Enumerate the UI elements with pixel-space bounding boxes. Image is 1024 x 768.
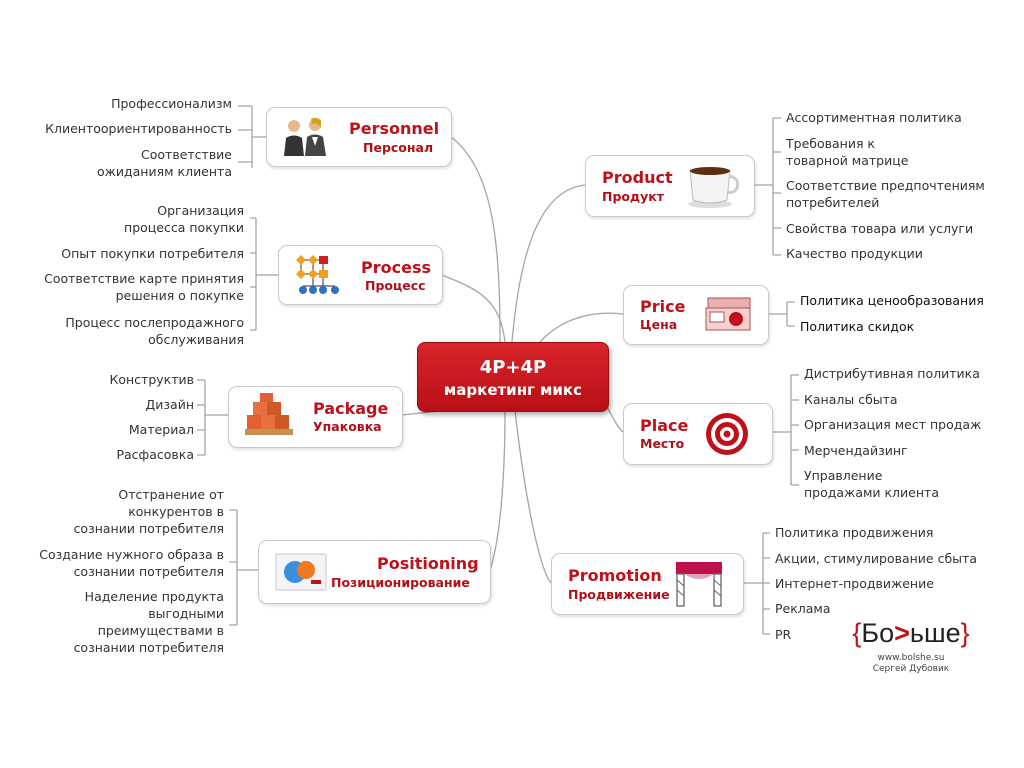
leaf-promotion-2: Интернет-продвижение [775,576,934,591]
leaf-place-4: Управление продажами клиента [804,468,939,500]
node-subtitle: Цена [640,317,678,332]
node-subtitle: Продвижение [568,587,670,602]
node-subtitle: Позиционирование [331,575,470,590]
node-subtitle: Место [640,436,685,451]
leaf-place-1: Каналы сбыта [804,392,898,407]
logo-site: www.bolshe.su [877,653,945,663]
leaf-promotion-3: Реклама [775,601,831,616]
leaf-package-0: Конструктив [109,372,194,387]
logo-author: Сергей Дубовик [872,664,950,674]
leaf-product-0: Ассортиментная политика [786,110,962,125]
target-icon [704,411,750,457]
leaf-positioning-1: Создание нужного образа в сознании потребителя [39,547,224,579]
leaf-personnel-2: Соответствие ожиданиям клиента [96,147,232,179]
leaf-price-0: Политика ценообразования [800,293,984,308]
node-promotion[interactable] [551,553,744,615]
logo-brand-left: Бо [861,618,895,648]
leaf-package-2: Материал [128,422,194,437]
leaf-place-2: Организация мест продаж [804,417,982,432]
node-package[interactable] [228,386,403,448]
leaf-product-1: Требования к товарной матрице [786,136,909,168]
leaf-promotion-4: PR [775,627,792,642]
node-subtitle: Упаковка [313,419,382,434]
node-personnel[interactable] [266,107,452,167]
leaf-package-3: Расфасовка [116,447,194,462]
node-title: Personnel [349,119,440,138]
leaf-process-3: Процесс послепродажного обслуживания [65,315,244,347]
leaf-process-0: Организация процесса покупки [124,203,244,235]
node-product[interactable] [585,155,755,217]
leaf-place-3: Мерчендайзинг [804,443,908,458]
node-title: Promotion [568,566,662,585]
node-place[interactable] [623,403,773,465]
leaf-product-2: Соответствие предпочтениям потребителей [786,178,985,210]
gate-icon [674,560,724,608]
node-process[interactable] [278,245,443,305]
leaf-product-3: Свойства товара или услуги [786,221,974,236]
node-title: Positioning [377,554,479,573]
leaf-promotion-1: Акции, стимулирование сбыта [775,551,977,566]
leaf-promotion-0: Политика продвижения [775,525,934,540]
leaf-positioning-0: Отстранение от конкурентов в сознании потребителя [73,487,224,536]
leaf-process-2: Соответствие карте принятия решения о покупке [44,271,244,303]
circles-icon [275,553,327,591]
node-title: Place [640,416,689,435]
node-title: Product [602,168,673,187]
node-subtitle: Процесс [365,278,426,293]
boxes-icon [243,393,297,439]
leaf-positioning-2: Наделение продукта выгодными преимуществами в сознании потребителя [73,589,224,655]
leaf-price-1: Политика скидок [800,319,915,334]
coffee-cup-icon [686,162,742,210]
leaf-process-1: Опыт покупки потребителя [61,246,244,261]
leaf-personnel-1: Клиентоориентированность [45,121,232,136]
node-subtitle: Продукт [602,189,664,204]
money-icon [704,296,754,334]
center-subtitle: маркетинг микс [444,381,582,399]
logo-brand-right: ьше [909,618,961,648]
leaf-place-0: Дистрибутивная политика [804,366,980,381]
leaf-product-4: Качество продукции [786,246,923,261]
leaf-personnel-0: Профессионализм [111,96,232,111]
node-subtitle: Персонал [363,140,434,155]
people-icon [281,116,329,158]
node-title: Process [361,258,431,277]
logo-brand: {Бо>ьше} [852,618,970,648]
bolshe-logo [852,616,970,678]
arrow-right-icon: > [894,618,910,648]
flowchart-icon [293,252,345,298]
center-node[interactable] [417,342,609,412]
leaf-package-1: Дизайн [145,397,194,412]
node-price[interactable] [623,285,769,345]
node-positioning[interactable] [258,540,491,604]
node-title: Price [640,297,686,316]
node-title: Package [313,399,389,418]
center-title: 4P+4P [479,357,547,378]
